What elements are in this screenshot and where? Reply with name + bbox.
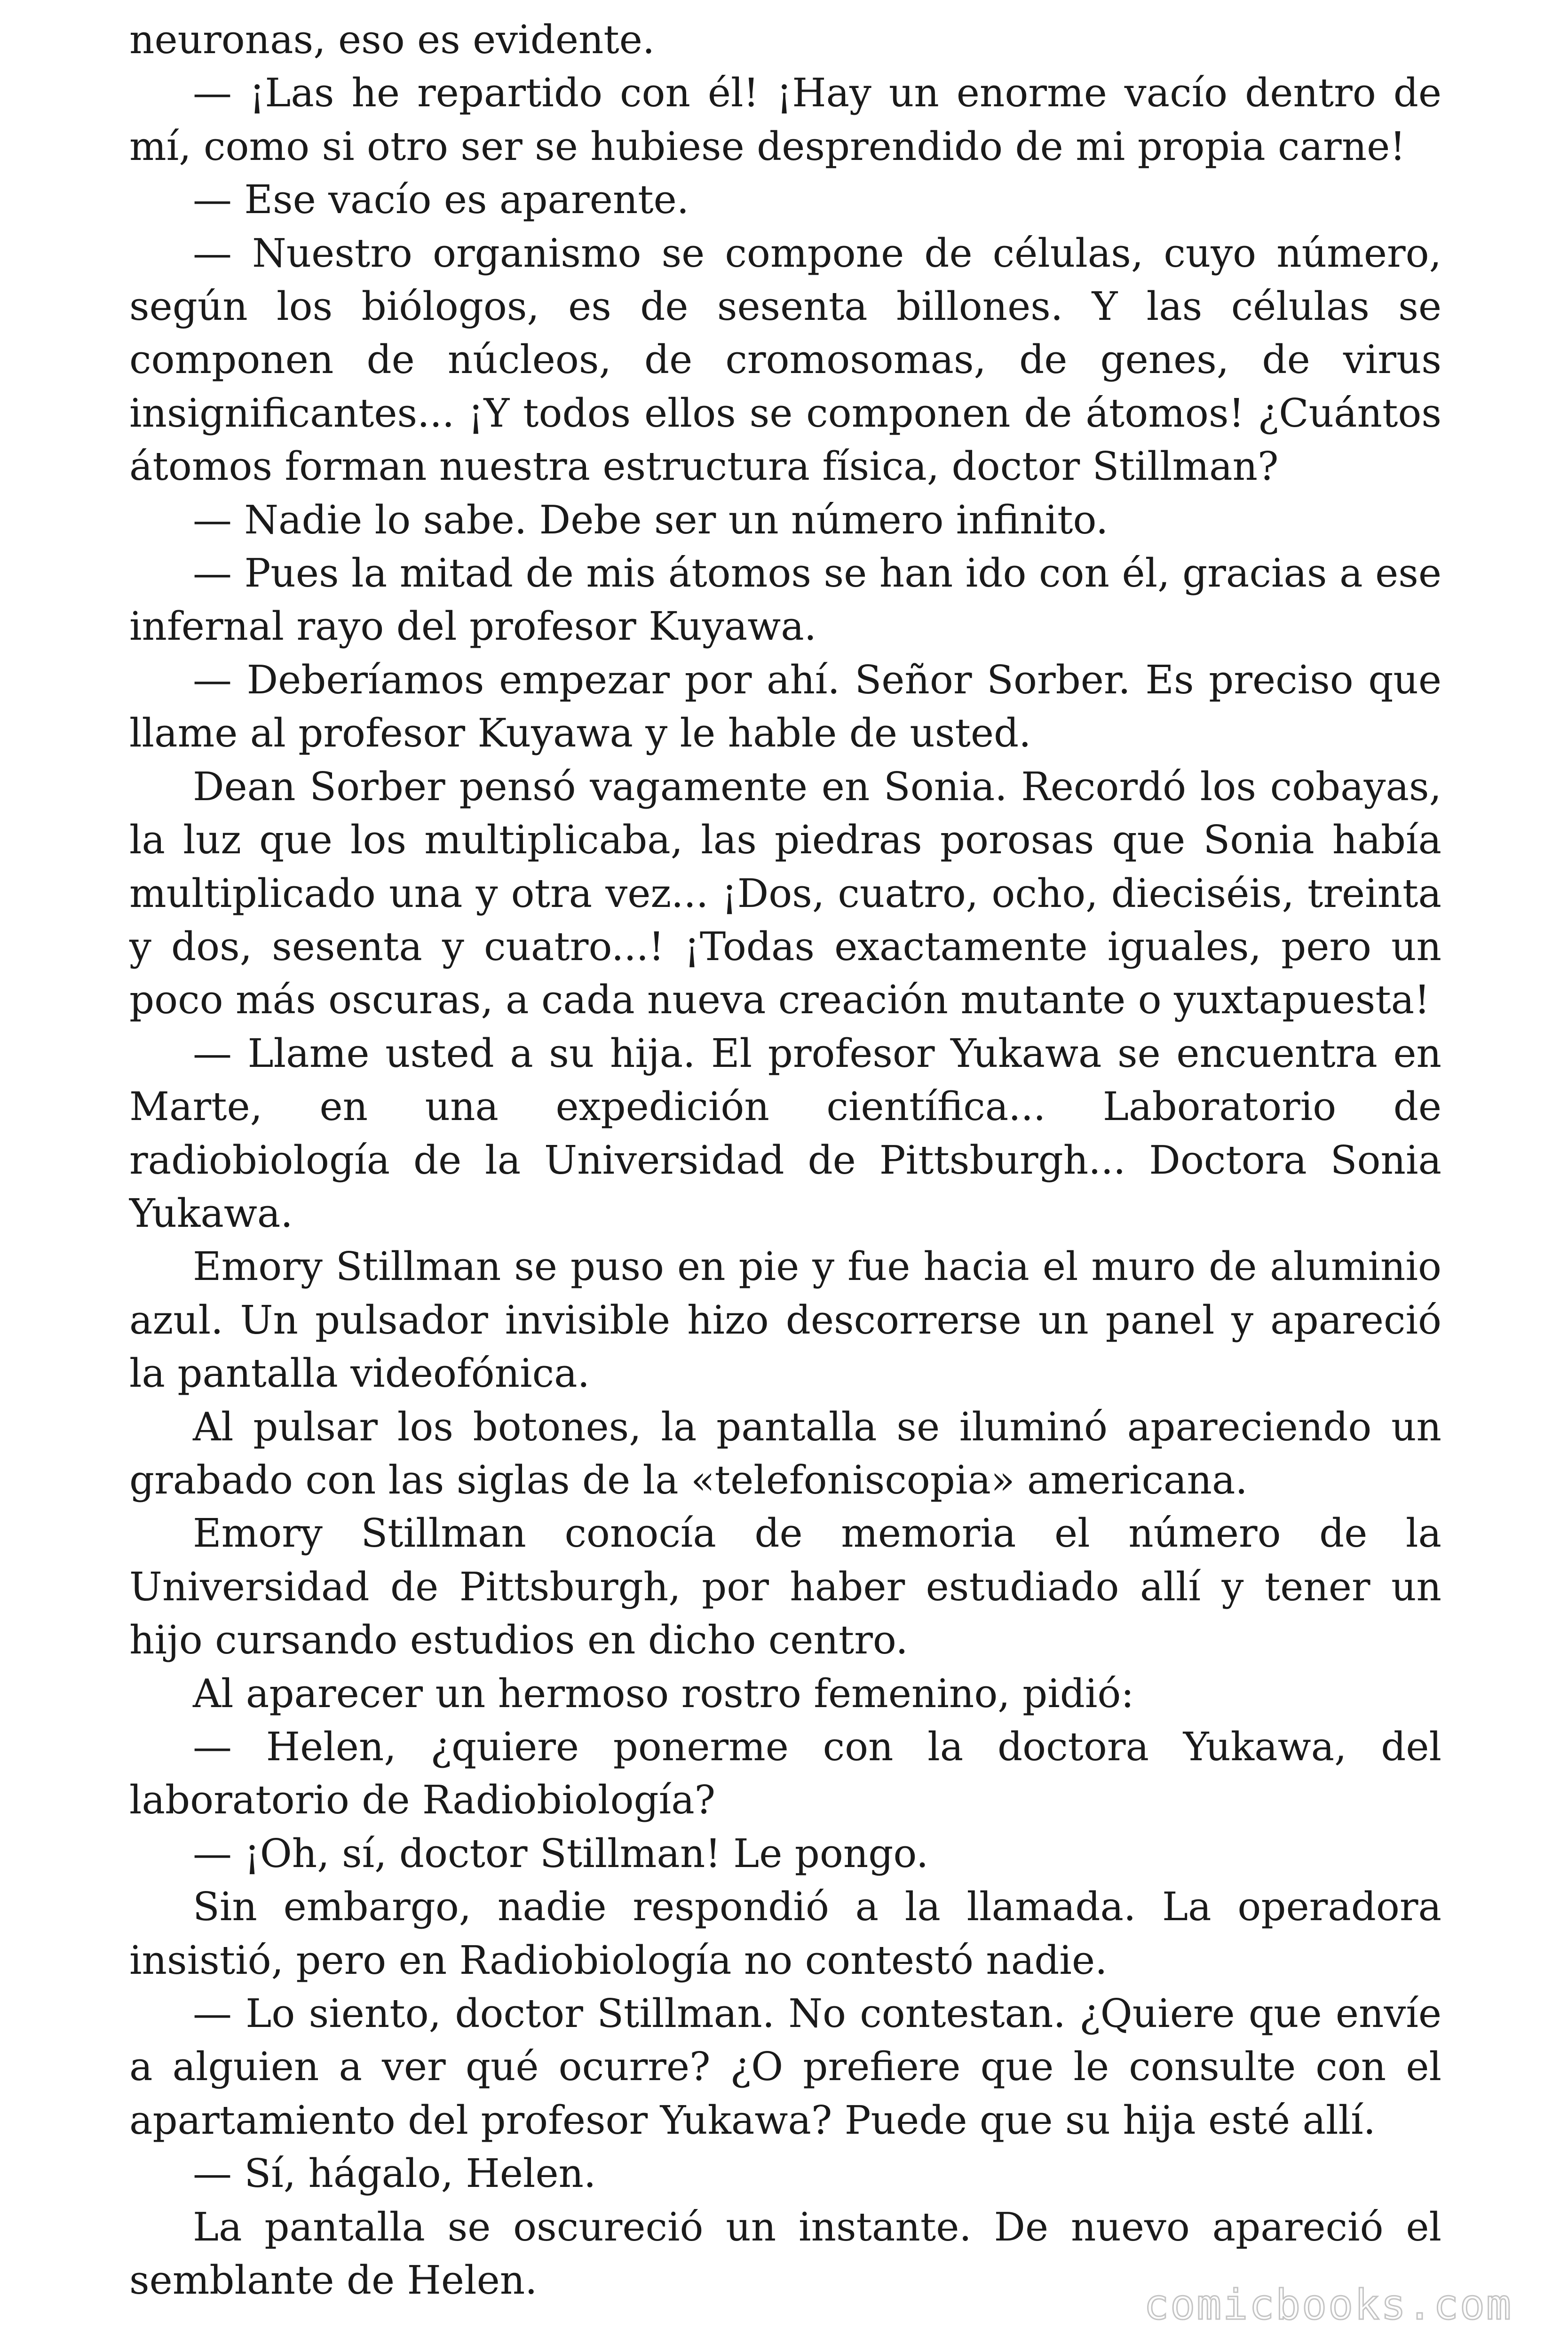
paragraph: — Nuestro organismo se compone de células, cuyo número, según los biólogos, es de sesenta billones. Y las células se componen de núcleos, de cromosomas, de genes, de virus insignificantes... ¡Y todos ellos se componen de átomos! ¿Cuántos átomos forman nuestra estructura física, doctor Stillman? <box>129 230 1441 490</box>
watermark: comicbooks.com <box>1144 2280 1513 2329</box>
paragraph: Sin embargo, nadie respondió a la llamada. La operadora insistió, pero en Radiobiología no contestó nadie. <box>129 1884 1441 1983</box>
paragraph: — Llame usted a su hija. El profesor Yukawa se encuentra en Marte, en una expedición científica... Laboratorio de radiobiología de la Universidad de Pittsburgh... Doctora Sonia Yukawa. <box>129 1030 1441 1236</box>
paragraph: — ¡Las he repartido con él! ¡Hay un enorme vacío dentro de mí, como si otro ser se hubiese desprendido de mi propia carne! <box>129 70 1441 169</box>
paragraph: — Helen, ¿quiere ponerme con la doctora Yukawa, del laboratorio de Radiobiología? <box>129 1724 1441 1823</box>
paragraph: Al aparecer un hermoso rostro femenino, pidió: <box>193 1670 1134 1716</box>
paragraph: Al pulsar los botones, la pantalla se iluminó apareciendo un grabado con las siglas de la «telefoniscopia» americana. <box>129 1404 1441 1503</box>
paragraph: — Sí, hágalo, Helen. <box>193 2151 596 2197</box>
paragraph: Dean Sorber pensó vagamente en Sonia. Recordó los cobayas, la luz que los multiplicaba, las piedras porosas que Sonia había multiplicado una y otra vez... ¡Dos, cuatro, ocho, dieciséis, treinta y dos, sesenta y cuatro...! ¡Todas exactamente iguales, pero un poco más oscuras, a cada nueva creación mutante o yuxtapuesta! <box>129 763 1441 1023</box>
book-page-text <box>129 13 1441 2307</box>
paragraph: — Ese vacío es aparente. <box>193 177 689 223</box>
paragraph: Emory Stillman se puso en pie y fue hacia el muro de aluminio azul. Un pulsador invisible hizo descorrerse un panel y apareció la pantalla videofónica. <box>129 1244 1441 1397</box>
paragraph: — Pues la mitad de mis átomos se han ido con él, gracias a ese infernal rayo del profesor Kuyawa. <box>129 550 1441 650</box>
paragraph: Emory Stillman conocía de memoria el número de la Universidad de Pittsburgh, por haber estudiado allí y tener un hijo cursando estudios en dicho centro. <box>129 1510 1441 1663</box>
paragraph: — Deberíamos empezar por ahí. Señor Sorber. Es preciso que llame al profesor Kuyawa y le hable de usted. <box>129 657 1441 756</box>
paragraph: — Lo siento, doctor Stillman. No contestan. ¿Quiere que envíe a alguien a ver qué ocurre? ¿O prefiere que le consulte con el apartamiento del profesor Yukawa? Puede que su hija esté allí. <box>129 1991 1441 2143</box>
paragraph: — Nadie lo sabe. Debe ser un número infinito. <box>193 497 1109 543</box>
paragraph-continuation: neuronas, eso es evidente. <box>129 17 655 63</box>
paragraph: — ¡Oh, sí, doctor Stillman! Le pongo. <box>193 1830 929 1876</box>
paragraph: La pantalla se oscureció un instante. De nuevo apareció el semblante de Helen. <box>129 2204 1441 2304</box>
